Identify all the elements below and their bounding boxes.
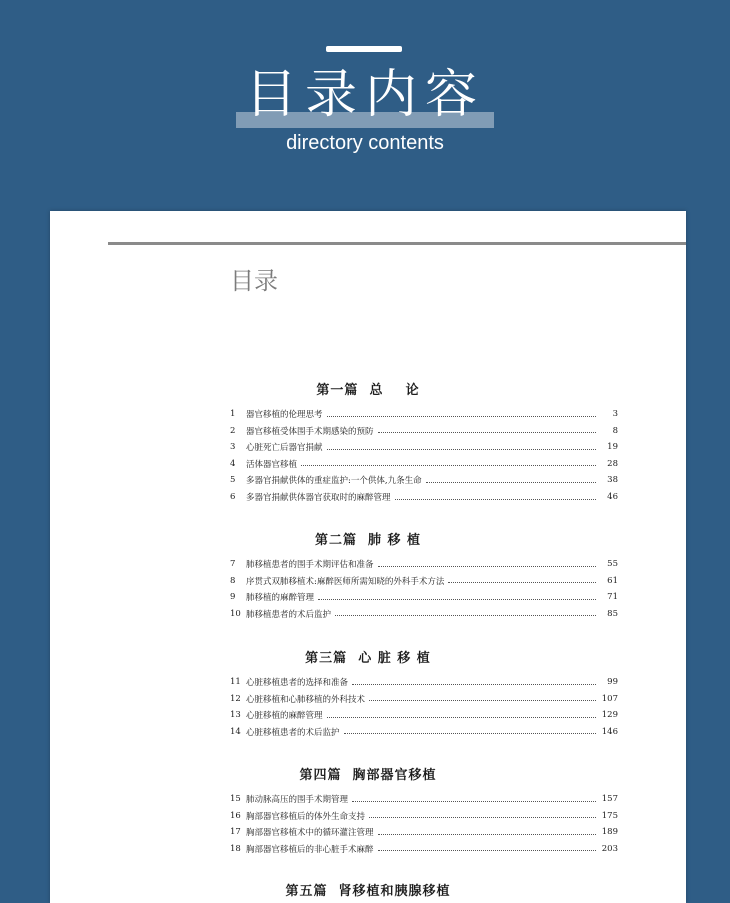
- toc-entry[interactable]: [230, 490, 618, 504]
- entry-page-number: 3: [612, 409, 618, 419]
- entry-page-number: 71: [607, 592, 618, 603]
- toc-entry[interactable]: [230, 473, 618, 487]
- leader-dots: [327, 716, 596, 718]
- toc-entry[interactable]: [230, 557, 618, 571]
- entry-page-number: 85: [607, 608, 618, 619]
- entry-number: 1: [230, 409, 236, 419]
- entry-title: 心脏死亡后器官捐献: [246, 443, 323, 454]
- entry-number: 9: [230, 592, 236, 603]
- entry-title: 肺移植患者的术后监护: [246, 609, 332, 620]
- entry-page-number: 107: [601, 693, 618, 704]
- entry-number: 14: [230, 726, 241, 737]
- entry-title: 序贯式双肺移植术:麻醉医师所需知晓的外科手术方法: [246, 576, 445, 587]
- entry-title: 胸部器官移植后的非心脏手术麻醉: [246, 844, 374, 855]
- entry-page-number: 189: [601, 827, 618, 838]
- toc-heading: 目录: [230, 267, 278, 295]
- toc-entry[interactable]: [230, 440, 618, 454]
- toc-entry[interactable]: [230, 407, 618, 421]
- entry-page-number: 8: [612, 425, 618, 436]
- leader-dots: [352, 800, 596, 802]
- entry-title: 多器官捐献供体器官获取时的麻醉管理: [246, 493, 391, 503]
- entry-title: 器官移植受体围手术期感染的预防: [246, 426, 374, 437]
- entry-title: 肺移植患者的围手术期评估和准备: [246, 560, 374, 570]
- entry-number: 2: [230, 425, 236, 436]
- leader-dots: [378, 849, 596, 851]
- entry-number: 7: [230, 559, 236, 569]
- entry-title: 心脏移植的麻醉管理: [246, 711, 323, 722]
- toc-entry[interactable]: [230, 825, 618, 839]
- entry-page-number: 129: [601, 710, 618, 721]
- toc-entry[interactable]: [230, 424, 618, 438]
- leader-dots: [378, 833, 596, 835]
- leader-dots: [327, 448, 596, 450]
- leader-dots: [301, 464, 596, 466]
- toc-entry[interactable]: [230, 607, 618, 621]
- entry-page-number: 99: [607, 677, 618, 687]
- entry-title: 器官移植的伦理思考: [246, 410, 323, 420]
- toc-entry[interactable]: [230, 457, 618, 471]
- toc-entry[interactable]: [230, 725, 618, 739]
- entry-page-number: 55: [607, 559, 618, 569]
- entry-number: 8: [230, 575, 236, 586]
- toc-entry[interactable]: [230, 675, 618, 689]
- entry-page-number: 146: [601, 726, 618, 737]
- entry-title: 心脏移植和心肺移植的外科技术: [246, 694, 366, 705]
- banner-subtitle: directory contents: [286, 132, 444, 154]
- entry-page-number: 28: [607, 458, 618, 469]
- entry-title: 心脏移植患者的术后监护: [246, 727, 340, 738]
- entry-page-number: 61: [607, 575, 618, 586]
- entry-title: 胸部器官移植后的体外生命支持: [246, 811, 366, 822]
- toc-entry[interactable]: [230, 708, 618, 722]
- entry-page-number: 46: [607, 492, 618, 502]
- entry-number: 5: [230, 475, 236, 486]
- toc-entry[interactable]: [230, 574, 618, 588]
- decorative-bar: [326, 46, 402, 52]
- leader-dots: [378, 431, 596, 433]
- leader-dots: [335, 614, 596, 616]
- entry-number: 3: [230, 442, 236, 453]
- entry-page-number: 203: [601, 843, 618, 854]
- page-top-rule: [108, 242, 686, 245]
- toc-entry[interactable]: [230, 842, 618, 856]
- entry-number: 4: [230, 458, 236, 469]
- entry-page-number: 38: [607, 475, 618, 486]
- toc-entry[interactable]: [230, 590, 618, 604]
- entry-number: 15: [230, 794, 241, 804]
- section-title: 第一篇 总 论: [316, 383, 420, 398]
- section-title: 第三篇 心 脏 移 植: [305, 651, 431, 666]
- leader-dots: [352, 683, 596, 685]
- section-title: 第四篇 胸部器官移植: [299, 768, 437, 783]
- leader-dots: [369, 699, 596, 701]
- entry-title: 多器官捐献供体的重症监护:一个供体,九条生命: [246, 476, 422, 487]
- leader-dots: [448, 581, 596, 583]
- entry-number: 10: [230, 608, 241, 619]
- entry-number: 6: [230, 492, 236, 502]
- leader-dots: [395, 498, 596, 500]
- entry-number: 11: [230, 677, 241, 687]
- banner-title: 目录内容: [244, 65, 485, 125]
- entry-number: 12: [230, 693, 241, 704]
- toc-entry[interactable]: [230, 809, 618, 823]
- entry-page-number: 175: [601, 810, 618, 821]
- toc-entry[interactable]: [230, 792, 618, 806]
- section-title: 第五篇 肾移植和胰腺移植: [285, 884, 451, 899]
- entry-title: 心脏移植患者的选择和准备: [246, 678, 349, 688]
- leader-dots: [378, 565, 596, 567]
- entry-number: 13: [230, 710, 241, 721]
- leader-dots: [344, 732, 596, 734]
- leader-dots: [426, 481, 596, 483]
- entry-number: 17: [230, 827, 241, 838]
- entry-title: 肺动脉高压的围手术期管理: [246, 795, 349, 805]
- section-title: 第二篇 肺 移 植: [314, 533, 422, 548]
- entry-number: 16: [230, 810, 241, 821]
- entry-title: 胸部器官移植术中的循环灌注管理: [246, 828, 374, 839]
- leader-dots: [318, 598, 596, 600]
- toc-page: [50, 211, 686, 903]
- entry-title: 活体器官移植: [246, 459, 298, 470]
- entry-page-number: 157: [601, 794, 618, 804]
- toc-entry[interactable]: [230, 692, 618, 706]
- entry-number: 18: [230, 843, 241, 854]
- entry-page-number: 19: [607, 442, 618, 453]
- leader-dots: [327, 415, 596, 417]
- leader-dots: [369, 816, 596, 818]
- entry-title: 肺移植的麻醉管理: [246, 593, 315, 604]
